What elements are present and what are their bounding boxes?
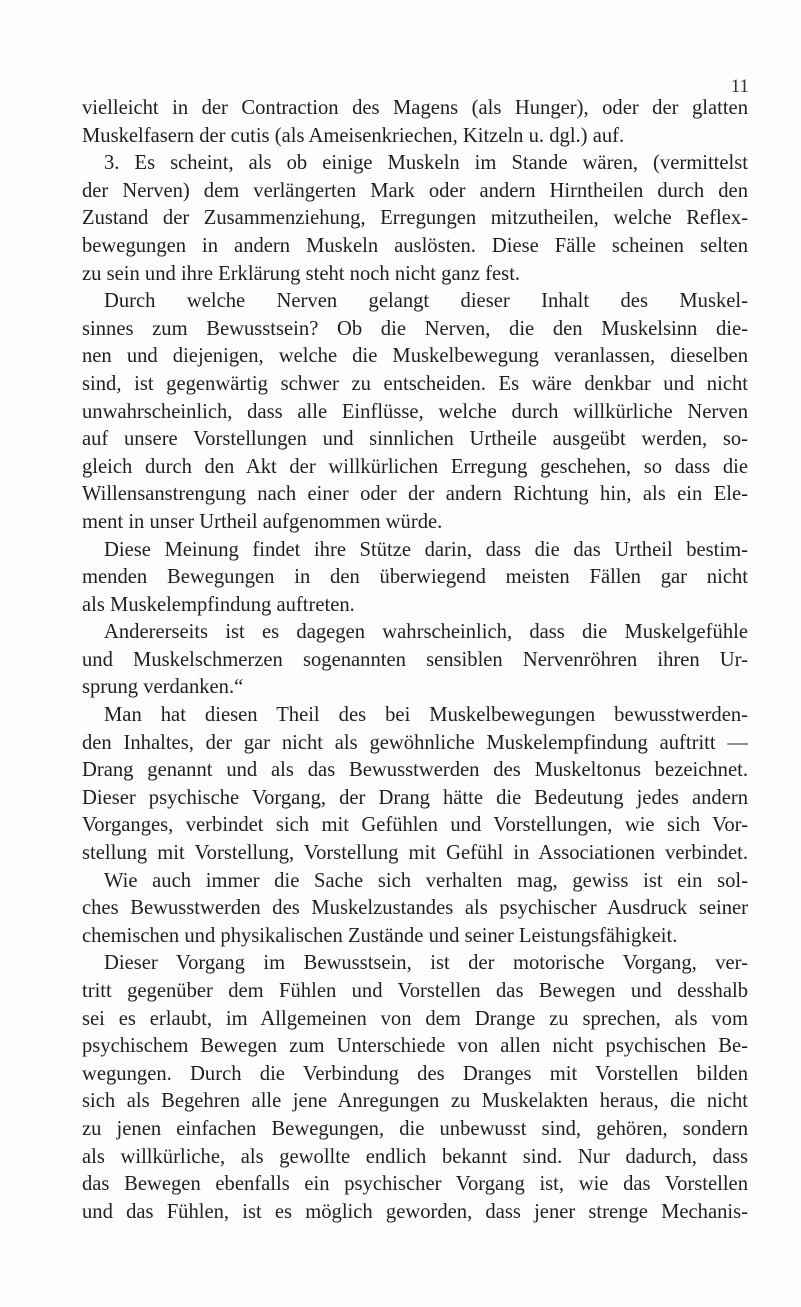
text-line: tritt gegenüber dem Fühlen und Vorstellen das Bewegen und desshalb bbox=[82, 980, 748, 1002]
text-line: Andererseits ist es dagegen wahrscheinlich, dass die Muskelgefühle bbox=[104, 621, 748, 644]
text-line: bewegungen in andern Muskeln auslösten. Diese Fälle scheinen selten bbox=[82, 234, 748, 257]
text-line: chemischen und physikalischen Zustände und seiner Leistungsfähigkeit. bbox=[82, 924, 678, 947]
text-line: Man hat diesen Theil des bei Muskelbewegungen bewusstwerden- bbox=[104, 704, 748, 727]
text-line: Dieser psychische Vorgang, der Drang hätte die Bedeutung jedes andern bbox=[82, 786, 748, 809]
text-line: stellung mit Vorstellung, Vorstellung mit Gefühl in Associationen verbindet. bbox=[82, 842, 748, 865]
text-line: 3. Es scheint, als ob einige Muskeln im Stande wären, (vermittelst bbox=[104, 152, 748, 175]
text-line: Willensanstrengung nach einer oder der andern Richtung hin, als ein Ele- bbox=[82, 483, 748, 506]
text-line: gleich durch den Akt der willkürlichen Erregung geschehen, so dass die bbox=[82, 455, 748, 478]
text-line: nen und diejenigen, welche die Muskelbewegung veranlassen, dieselben bbox=[82, 345, 748, 368]
text-line: sprung verdanken.“ bbox=[82, 676, 244, 699]
text-line: Vorganges, verbindet sich mit Gefühlen und Vorstellungen, wie sich Vor- bbox=[82, 814, 748, 837]
text-line: und Muskelschmerzen sogenannten sensiblen Nervenröhren ihren Ur- bbox=[82, 648, 748, 671]
text-line: Drang genannt und als das Bewusstwerden des Muskeltonus bezeichnet. bbox=[82, 759, 748, 782]
text-line: der Nerven) dem verlängerten Mark oder andern Hirntheilen durch den bbox=[82, 179, 748, 202]
text-line: Durch welche Nerven gelangt dieser Inhalt des Muskel- bbox=[104, 290, 748, 313]
text-line: den Inhaltes, der gar nicht als gewöhnliche Muskelempfindung auftritt — bbox=[82, 731, 748, 754]
text-line: menden Bewegungen in den überwiegend meisten Fällen gar nicht bbox=[82, 566, 748, 589]
text-line: auf unsere Vorstellungen und sinnlichen Urtheile ausgeübt werden, so- bbox=[82, 428, 748, 451]
text-line: das Bewegen ebenfalls ein psychischer Vorgang ist, wie das Vorstellen bbox=[82, 1173, 748, 1196]
page-number: 11 bbox=[730, 76, 749, 97]
text-line: ches Bewusstwerden des Muskelzustandes als psychischer Ausdruck seiner bbox=[82, 897, 748, 920]
text-line: unwahrscheinlich, dass alle Einflüsse, welche durch willkürliche Nerven bbox=[82, 400, 748, 423]
text-line: als willkürliche, als gewollte endlich bekannt sind. Nur dadurch, dass bbox=[82, 1145, 748, 1168]
text-line: ment in unser Urtheil aufgenommen würde. bbox=[82, 510, 443, 533]
text-line: und das Fühlen, ist es möglich geworden, dass jener strenge Mechanis- bbox=[82, 1200, 748, 1223]
text-line: vielleicht in der Contraction des Magens (als Hunger), oder der glatten bbox=[82, 97, 748, 119]
text-line: wegungen. Durch die Verbindung des Dranges mit Vorstellen bilden bbox=[82, 1062, 748, 1085]
text-line: psychischem Bewegen zum Unterschiede von allen nicht psychischen Be- bbox=[82, 1035, 748, 1058]
text-line: sei es erlaubt, im Allgemeinen von dem Drange zu sprechen, als vom bbox=[82, 1007, 748, 1030]
text-line: Diese Meinung findet ihre Stütze darin, dass die das Urtheil bestim- bbox=[104, 538, 748, 561]
text-line: sind, ist gegenwärtig schwer zu entscheiden. Es wäre denkbar und nicht bbox=[82, 372, 748, 395]
text-line: als Muskelempfindung auftreten. bbox=[82, 593, 355, 616]
text-line: sich als Begehren alle jene Anregungen zu Muskelakten heraus, die nicht bbox=[82, 1090, 748, 1113]
text-line: Dieser Vorgang im Bewusstsein, ist der motorische Vorgang, ver- bbox=[104, 952, 748, 975]
text-line: zu sein und ihre Erklärung steht noch nicht ganz fest. bbox=[82, 262, 521, 285]
text-line: Wie auch immer die Sache sich verhalten mag, gewiss ist ein sol- bbox=[104, 869, 748, 892]
text-line: zu jenen einfachen Bewegungen, die unbewusst sind, gehören, sondern bbox=[82, 1117, 748, 1140]
text-line: sinnes zum Bewusstsein? Ob die Nerven, die den Muskelsinn die- bbox=[82, 317, 748, 340]
text-line: Muskelfasern der cutis (als Ameisenkriechen, Kitzeln u. dgl.) auf. bbox=[82, 124, 625, 147]
text-line: Zustand der Zusammenziehung, Erregungen mitzutheilen, welche Reflex- bbox=[82, 207, 748, 230]
body-text bbox=[82, 95, 748, 1226]
